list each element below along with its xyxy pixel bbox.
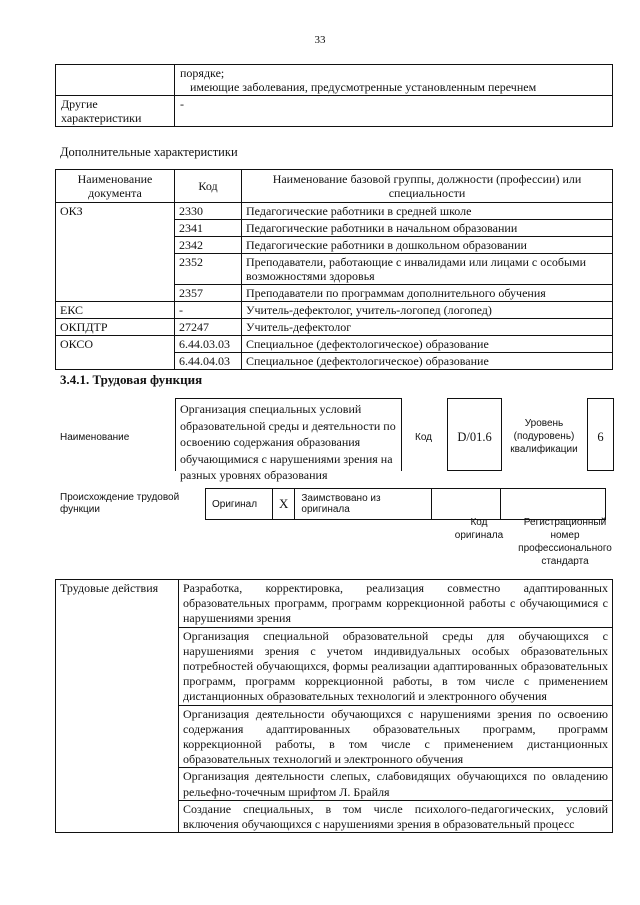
- name-cell: Учитель-дефектолог, учитель-логопед (логопед): [242, 302, 613, 319]
- name-cell: Преподаватели, работающие с инвалидами или лицами с особыми возможностями здоровья: [242, 254, 613, 285]
- page-number: 33: [314, 34, 326, 46]
- table-cell-line: порядке;: [180, 66, 225, 80]
- additional-characteristics-heading: Дополнительные характеристики: [60, 145, 238, 159]
- table-row: [206, 489, 606, 520]
- labor-action-item: Организация деятельности обучающихся с нарушениями зрения по освоению содержания адаптированных образовательных программ, программ коррекционной работы, в том числе с применением дистанционных образовательных технологий и электронного обучения: [179, 705, 613, 768]
- document-cell: ОКПДТР: [56, 319, 175, 336]
- code-cell: 2352: [175, 254, 242, 285]
- origin-mark: X: [273, 489, 295, 520]
- code-cell: 2342: [175, 237, 242, 254]
- name-cell: Учитель-дефектолог: [242, 319, 613, 336]
- labor-action-item: Организация специальной образовательной среды для обучающихся с нарушениями зрения с учетом индивидуальных особых образовательных потребностей обучающихся, формы реализации адаптированных образовательных программ, программ коррекционной работы, в том числе с применением дистанционных образовательных технологий и электронного обучения: [179, 627, 613, 705]
- table-row: [56, 65, 613, 96]
- labor-action-item: Создание специальных, в том числе психолого-педагогических, условий включения обучающихся с нарушениями зрения в образовательный процесс: [179, 800, 613, 832]
- name-cell: Специальное (дефектологическое) образование: [242, 353, 613, 370]
- table-row: [56, 302, 613, 319]
- table-cell: [175, 65, 613, 96]
- table-cell: [56, 65, 175, 96]
- name-cell: Специальное (дефектологическое) образование: [242, 336, 613, 353]
- document-cell: ОКЗ: [56, 203, 175, 302]
- function-name-value: Организация специальных условий образовательной среды и деятельности по освоению содержания образования обучающимися с нарушениями зрения на разных уровнях образования: [175, 398, 402, 471]
- origin-label: Происхождение трудовой функции: [60, 492, 180, 515]
- code-original-caption: Код оригинала: [454, 517, 504, 541]
- labor-action-item: Организация деятельности слепых, слабовидящих обучающихся по овладению рельефно-точечным шрифтом Л. Брайля: [179, 768, 613, 800]
- document-cell: ОКСО: [56, 336, 175, 370]
- labor-actions-table: [55, 579, 613, 833]
- code-cell: 6.44.03.03: [175, 336, 242, 353]
- table-row: [56, 336, 613, 353]
- name-cell: Педагогические работники в начальном образовании: [242, 220, 613, 237]
- additional-characteristics-table: [55, 169, 613, 370]
- column-header-code: Код: [175, 170, 242, 203]
- column-header-document: Наименование документа: [56, 170, 175, 203]
- table-header-row: [56, 170, 613, 203]
- section-title: 3.4.1. Трудовая функция: [60, 372, 203, 387]
- origin-code-cell: [432, 489, 501, 520]
- origin-reg-number-cell: [501, 489, 606, 520]
- document-cell: ЕКС: [56, 302, 175, 319]
- function-code-label: Код: [415, 432, 433, 443]
- name-cell: Преподаватели по программам дополнительного обучения: [242, 285, 613, 302]
- qualification-level-value: 6: [587, 398, 614, 471]
- labor-action-item: Разработка, корректировка, реализация совместно адаптированных образовательных программ, программ коррекционной работы с обучающимися с нарушениями зрения: [179, 580, 613, 628]
- reg-number-caption: Регистрационный номер профессионального стандарта: [518, 517, 612, 567]
- code-cell: 2330: [175, 203, 242, 220]
- column-header-name: Наименование базовой группы, должности (профессии) или специальности: [242, 170, 613, 203]
- name-cell: Педагогические работники в средней школе: [242, 203, 613, 220]
- name-cell: Педагогические работники в дошкольном образовании: [242, 237, 613, 254]
- other-characteristics-label: Другие характеристики: [56, 96, 175, 127]
- origin-borrowed-label: Заимствовано из оригинала: [295, 489, 432, 520]
- function-name-label: Наименование: [60, 432, 130, 443]
- labor-actions-label: Трудовые действия: [56, 580, 179, 833]
- code-cell: 6.44.04.03: [175, 353, 242, 370]
- origin-original-label: Оригинал: [206, 489, 273, 520]
- table-row: [56, 203, 613, 220]
- code-cell: 27247: [175, 319, 242, 336]
- other-characteristics-value: -: [175, 96, 613, 127]
- code-cell: 2357: [175, 285, 242, 302]
- table-row: [56, 319, 613, 336]
- code-cell: -: [175, 302, 242, 319]
- table-row: [56, 580, 613, 628]
- table-cell-line: имеющие заболевания, предусмотренные установленным перечнем: [190, 80, 537, 94]
- function-code-value: D/01.6: [447, 398, 502, 471]
- table-row: [56, 96, 613, 127]
- top-characteristics-table: [55, 64, 613, 127]
- qualification-level-label: Уровень (подуровень) квалификации: [510, 418, 578, 455]
- code-cell: 2341: [175, 220, 242, 237]
